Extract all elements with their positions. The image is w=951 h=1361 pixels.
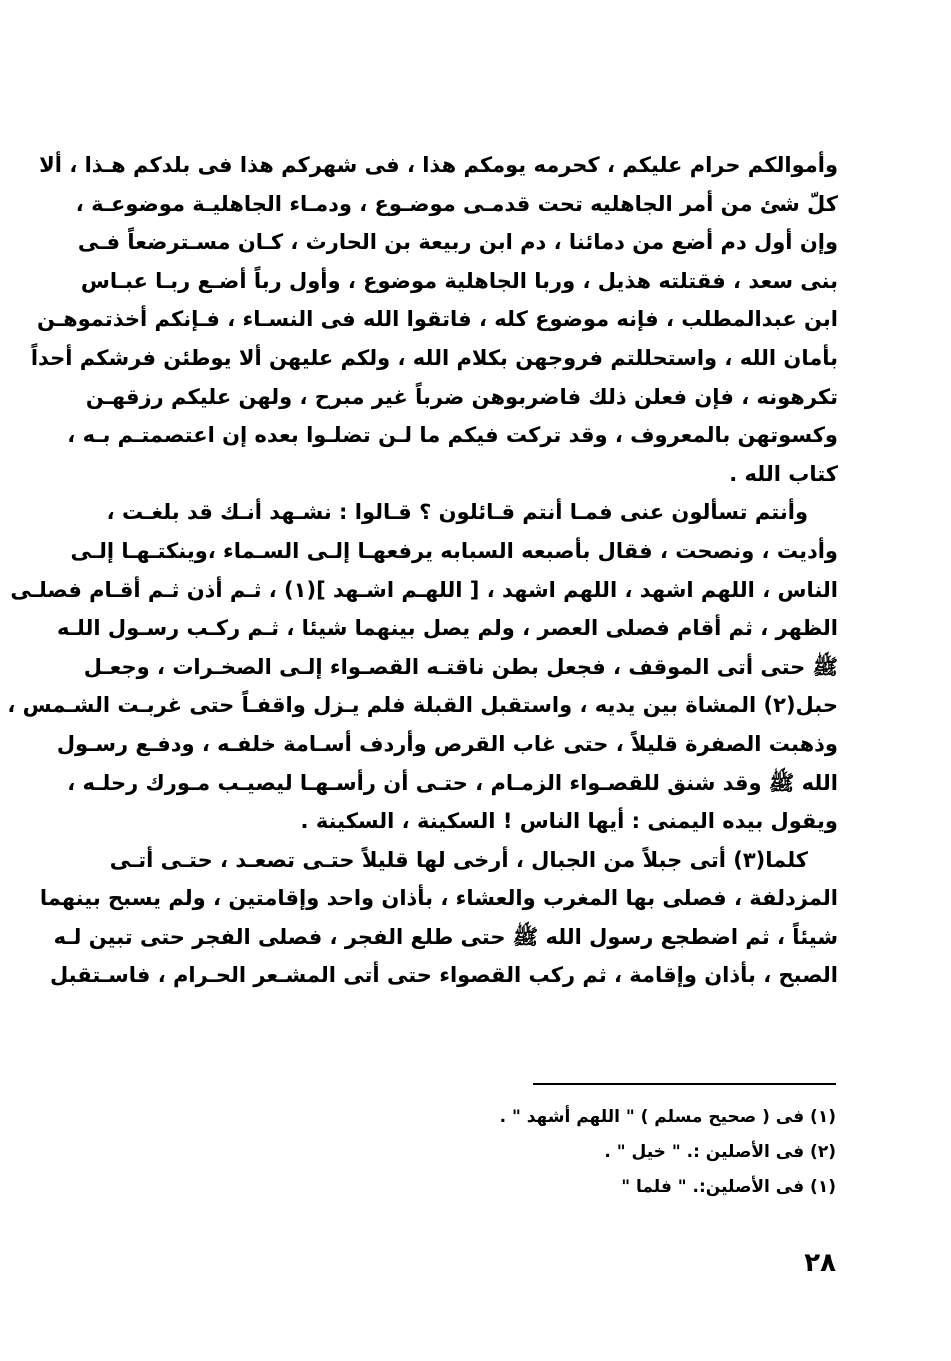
text-line: بنى سعد ، فقتلته هذيل ، وربا الجاهلية موضوع ، وأول رباً أضـع ربـا عبـاس	[80, 268, 838, 293]
footnote-2: (٢) فى الأصلين :. " خيل " .	[604, 1142, 836, 1162]
text-line: حبل(٢) المشاة بين يديه ، واستقبل القبلة فلم يـزل واقفـاً حتى غربـت الشـمس ،	[7, 693, 838, 718]
paragraph-1	[30, 146, 838, 493]
text-line: كتاب الله .	[729, 461, 838, 486]
text-line: وأموالكم حرام عليكم ، كحرمه يومكم هذا ، فى شهركم هذا فى بلدكم هـذا ، ألا	[39, 153, 838, 177]
main-text	[7, 146, 838, 995]
paragraph-2	[7, 493, 838, 840]
text-line: شيئاً ، ثم اضطجع رسول الله ﷺ حتى طلع الفجر ، فصلى الفجر حتى تبين لـه	[53, 924, 838, 949]
footnotes	[430, 1100, 836, 1205]
text-line: ويقول بيده اليمنى : أيها الناس ! السكينة ، السكينة .	[300, 809, 838, 834]
page-number: ٢٨	[804, 1248, 836, 1278]
footnote-1: (١) فى ( صحيح مسلم ) " اللهم أشهد " .	[499, 1107, 836, 1127]
text-line: وكسوتهن بالمعروف ، وقد تركت فيكم ما لـن تضلـوا بعده إن اعتصمتـم بـه ،	[67, 423, 838, 448]
text-line: كلّ شئ من أمر الجاهليه تحت قدمـى موضـوع ، ودمـاء الجاهليـة موضوعـة ،	[75, 191, 838, 216]
text-line: تكرهونه ، فإن فعلن ذلك فاضربوهن ضرباً غير مبرح ، ولهن عليكم رزقهـن	[85, 384, 838, 409]
text-line: الصبح ، بأذان وإقامة ، ثم ركب القصواء حتى أتى المشـعر الحـرام ، فاسـتقبل	[49, 963, 838, 988]
text-line: ابن عبدالمطلب ، فإنه موضوع كله ، فاتقوا الله فى النسـاء ، فـإنكم أخذتموهـن	[37, 307, 838, 332]
text-line: بأمان الله ، واستحللتم فروجهن بكلام الله ، ولكم عليهن ألا يوطئن فرشكم أحداً	[30, 345, 838, 370]
text-line: وذهبت الصفرة قليلاً ، حتى غاب القرص وأردف أسـامة خلفـه ، ودفـع رسـول	[56, 731, 838, 756]
paragraph-3	[39, 841, 838, 995]
text-line: ﷺ حتى أتى الموقف ، فجعل بطن ناقتـه القصـواء إلـى الصخـرات ، وجعـل	[83, 654, 838, 679]
text-line: كلما(٣) أتى جبلاً من الجبال ، أرخى لها قليلاً حتـى تصعـد ، حتـى أتـى	[109, 847, 808, 872]
text-line: المزدلفة ، فصلى بها المغرب والعشاء ، بأذان واحد وإقامتين ، ولم يسبح بينهما	[39, 886, 838, 911]
text-line: وأديت ، ونصحت ، فقال بأصبعه السبابه يرفعهـا إلـى السـماء ،وينكتـهـا إلـى	[70, 538, 838, 563]
text-line: وإن أول دم أضع من دمائنا ، دم ابن ربيعة بن الحارث ، كـان مسـترضعاً فـى	[77, 230, 838, 255]
text-line: الله ﷺ وقد شنق للقصـواء الزمـام ، حتـى أن رأسـهـا ليصيـب مـورك رحلـه ،	[67, 770, 838, 795]
text-line: الظهر ، ثم أقام فصلى العصر ، ولم يصل بينهما شيئا ، ثـم ركـب رسـول اللـه	[57, 616, 838, 641]
footnote-3: (١) فى الأصلين:. " فلما "	[621, 1177, 836, 1197]
text-line: وأنتم تسألون عنى فمـا أنتم قـائلون ؟ قـالوا : نشـهد أنـك قد بلغـت ،	[106, 500, 808, 525]
text-line: الناس ، اللهم اشهد ، اللهم اشهد ، [ اللهـم اشـهد ](١) ، ثـم أذن ثـم أقـام فصلـى	[10, 577, 838, 602]
footnote-divider	[533, 1083, 836, 1085]
